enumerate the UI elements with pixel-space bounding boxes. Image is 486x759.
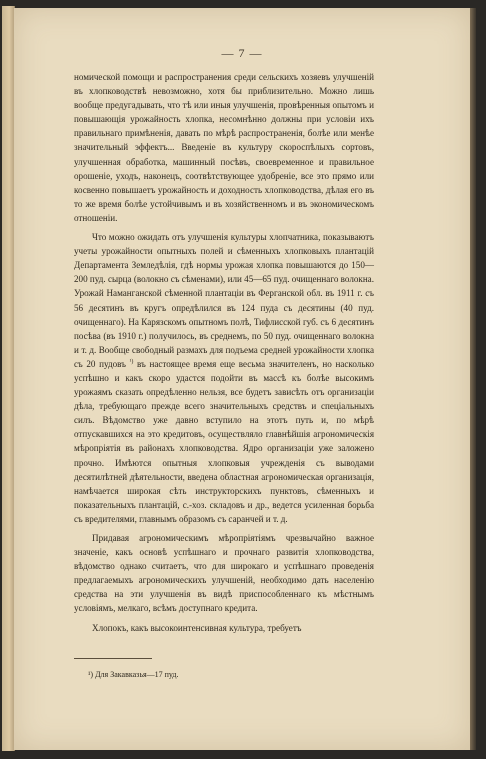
paragraph-1: номической помощи и распространения среди сельскихъ хозяевъ улучшеній въ хлопководствѣ невозможно, хотя бы приблизительно. Можно лишь вообще предугадывать, что тѣ или иныя улучшенія, провѣренныя опытомъ и повышающія урожайность хлопка, несомнѣнно должны при условіи ихъ правильнаго примѣненія, давать по мѣрѣ распространенія, болѣе или менѣе значительный эффектъ... Введеніе въ культуру скороспѣлыхъ сортовъ, улучшенная обработка, машинный посѣвъ, своевременное и правильное орошеніе, уходъ, наконецъ, соотвѣтствующее удобреніе, все это прямо или косвенно повышаетъ урожайность и доходность хлопководства, дѣлая его въ то же время болѣе устойчивымъ и въ хозяйственномъ и въ экономическомъ отношеніи. bbox=[74, 72, 374, 223]
footnote-divider bbox=[74, 658, 152, 659]
page-body bbox=[74, 70, 374, 635]
paragraph-3: Придавая агрономическимъ мѣропріятіямъ чрезвычайно важное значеніе, какъ основѣ успѣшнаго и прочнаго развитія хлопководства, вѣдомство однако считаетъ, что для широкаго и успѣшнаго проведенія предлагаемыхъ агрономическихъ улучшеній, необходимо дать населенію средства на эти улучшенія въ видѣ приспособленнаго къ мѣстнымъ условіямъ, мелкаго, всѣмъ доступнаго кредита. bbox=[74, 533, 374, 614]
page-number: — 7 — bbox=[221, 46, 263, 60]
paragraph-2-text: Что можно ожидать отъ улучшенія культуры хлопчатника, показываютъ учеты урожайности опытныхъ полей и сѣменныхъ хлопковыхъ плантацій Департамента Земледѣлія, гдѣ нормы урожая хлопка повышаются до 150—200 пуд. сырца (волокно съ сѣменами), или 45—65 пуд. очищеннаго волокна. Урожай Наманганской сѣменной плантаціи въ Ферганской обл. въ 1911 г. съ 56 десятинъ въ кругъ опредѣлился въ 124 пуда съ десятины (40 пуд. очищеннаго). На Карязскомъ опытномъ полѣ, Тифлисской губ. съ 6 десятинъ посѣва (въ 1910 г.) получилось, въ среднемъ, по 50 пуд. очищеннаго волокна и т. д. Вообще свободный размахъ для подъема средней урожайности хлопка съ 20 пудовъ bbox=[74, 232, 374, 369]
paragraph-2 bbox=[74, 230, 374, 526]
page-shadow-edge bbox=[470, 8, 476, 750]
paragraph-2-continuation: въ настоящее время еще весьма значителенъ, но насколько успѣшно и какъ скоро удастся подойти въ массѣ къ болѣе высокимъ урожаямъ сказать опредѣленно нельзя, все будетъ зависѣть отъ организаціи дѣла, требующаго прежде всего значительныхъ средствъ и спеціальныхъ силъ. Вѣдомство уже давно вступило на этотъ путь и, по мѣрѣ отпускавшихся на это кредитовъ, осуществляло главнѣйшія агрономическія мѣропріятія въ районахъ хлопководства. Ядро организаціи уже заложено прочно. Имѣются опытныя хлопковыя учрежденія съ выводами десятилѣтней дѣятельности, введена областная агрономическая организація, намѣчается широкая сѣть инструкторскихъ пунктовъ, сѣменныхъ и показательныхъ плантацій, с.-хоз. складовъ и др., ведется усиленная борьба съ вредителями, главнымъ образомъ съ саранчей и т. д. bbox=[74, 358, 374, 524]
footnote: ¹) Для Закавказья—17 пуд. bbox=[88, 670, 179, 679]
footnote-reference: ¹) bbox=[129, 358, 134, 365]
book-page bbox=[14, 8, 470, 750]
paragraph-4: Хлопокъ, какъ высокоинтенсивная культура, требуетъ bbox=[92, 622, 302, 633]
